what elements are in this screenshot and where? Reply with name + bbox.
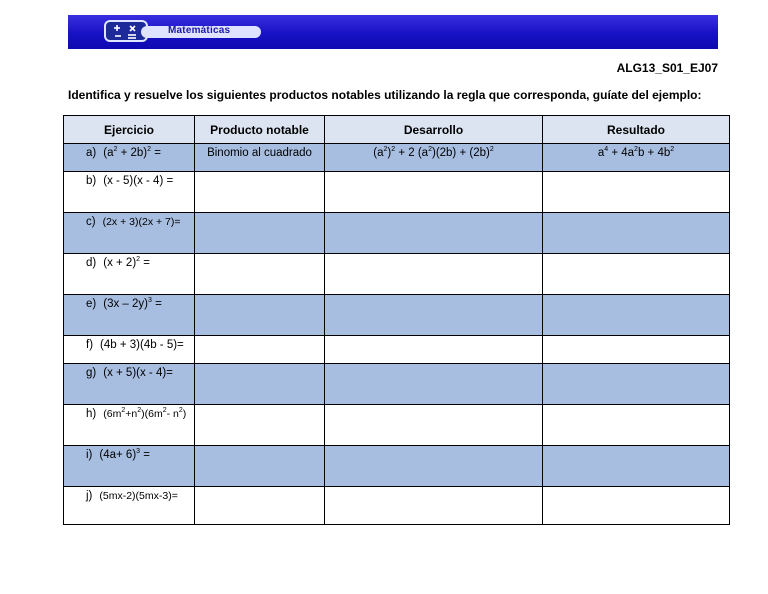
exercise-letter: i): [86, 449, 93, 461]
producto-notable-cell[interactable]: [195, 172, 325, 213]
exercise-letter: f): [86, 339, 94, 351]
producto-notable-cell[interactable]: [195, 295, 325, 336]
header-resultado: Resultado: [543, 116, 730, 144]
instructions: Identifica y resuelve los siguientes productos notables utilizando la regla que corresponda, guíate del ejemplo:: [68, 88, 702, 102]
table-row: [64, 254, 730, 295]
desarrollo-cell[interactable]: [325, 336, 543, 364]
exercise-cell: [64, 446, 195, 487]
resultado-cell[interactable]: [543, 446, 730, 487]
exercise-expression: (2x + 3)(2x + 7)=: [102, 216, 181, 228]
exercise-cell: [64, 487, 195, 525]
exercise-table: [63, 115, 730, 525]
table-row: [64, 364, 730, 405]
table-row: [64, 405, 730, 446]
table-row: [64, 295, 730, 336]
desarrollo-cell[interactable]: [325, 213, 543, 254]
desarrollo-cell[interactable]: [325, 295, 543, 336]
resultado-cell[interactable]: [543, 172, 730, 213]
desarrollo-cell: $(a^2)^2 + 2$ $(a^2)(2b) + (2b)^2$: [325, 144, 543, 172]
exercise-expression: $(x + 2)^2$ =: [103, 256, 150, 269]
exercise-letter: d): [86, 257, 97, 269]
exercise-letter: c): [86, 216, 96, 228]
producto-notable-cell[interactable]: [195, 213, 325, 254]
exercise-cell: [64, 405, 195, 446]
activity-code: ALG13_S01_EJ07: [616, 61, 718, 75]
resultado-cell[interactable]: [543, 295, 730, 336]
exercise-cell: [64, 295, 195, 336]
table-row: [64, 172, 730, 213]
producto-notable-cell[interactable]: [195, 336, 325, 364]
desarrollo-cell[interactable]: [325, 487, 543, 525]
header-producto-notable: Producto notable: [195, 116, 325, 144]
exercise-expression: (x - 5)(x - 4) =: [103, 175, 174, 187]
exercise-expression: $(4a+ 6)^3$ =: [99, 448, 150, 461]
table-row: [64, 446, 730, 487]
producto-notable-cell[interactable]: [195, 446, 325, 487]
exercise-cell: [64, 172, 195, 213]
resultado-cell[interactable]: [543, 213, 730, 254]
exercise-cell: [64, 336, 195, 364]
exercise-expression: (x + 5)(x - 4)=: [103, 367, 173, 379]
exercise-cell: [64, 144, 195, 172]
exercise-letter: e): [86, 298, 97, 310]
exercise-cell: [64, 364, 195, 405]
producto-notable-cell[interactable]: [195, 364, 325, 405]
desarrollo-cell[interactable]: [325, 446, 543, 487]
desarrollo-cell[interactable]: [325, 254, 543, 295]
table-row: [64, 487, 730, 525]
exercise-expression: $(a^2 + 2b)^2$ =: [103, 146, 161, 159]
exercise-letter: a): [86, 147, 97, 159]
exercise-letter: j): [86, 490, 93, 502]
desarrollo-cell[interactable]: [325, 405, 543, 446]
desarrollo-cell[interactable]: [325, 364, 543, 405]
producto-notable-cell[interactable]: [195, 405, 325, 446]
resultado-cell[interactable]: [543, 487, 730, 525]
exercise-expression: (5mx-2)(5mx-3)=: [99, 490, 178, 502]
producto-notable-cell[interactable]: [195, 254, 325, 295]
producto-notable-cell: Binomio al cuadrado: [195, 144, 325, 172]
table-row: [64, 144, 730, 172]
exercise-cell: [64, 254, 195, 295]
resultado-cell[interactable]: [543, 405, 730, 446]
resultado-cell[interactable]: [543, 336, 730, 364]
header-ejercicio: Ejercicio: [64, 116, 195, 144]
resultado-cell[interactable]: [543, 254, 730, 295]
table-header-row: [64, 116, 730, 144]
exercise-expression: $(6m^2+n^2)(6m^2-$ $n^2$): [103, 407, 187, 420]
exercise-cell: [64, 213, 195, 254]
table-row: [64, 336, 730, 364]
header-banner: [68, 15, 718, 49]
producto-notable-cell[interactable]: [195, 487, 325, 525]
desarrollo-cell[interactable]: [325, 172, 543, 213]
resultado-cell: $a^4 + 4a^2b + 4b^2$: [543, 144, 730, 172]
resultado-cell[interactable]: [543, 364, 730, 405]
exercise-letter: h): [86, 408, 97, 420]
exercise-expression: (3x – 2y)$^3$ =: [103, 297, 162, 310]
exercise-letter: b): [86, 175, 97, 187]
subject-label: Matemáticas: [168, 25, 231, 36]
header-desarrollo: Desarrollo: [325, 116, 543, 144]
exercise-letter: g): [86, 367, 97, 379]
exercise-expression: (4b + 3)(4b - 5)=: [100, 339, 184, 351]
table-row: [64, 213, 730, 254]
